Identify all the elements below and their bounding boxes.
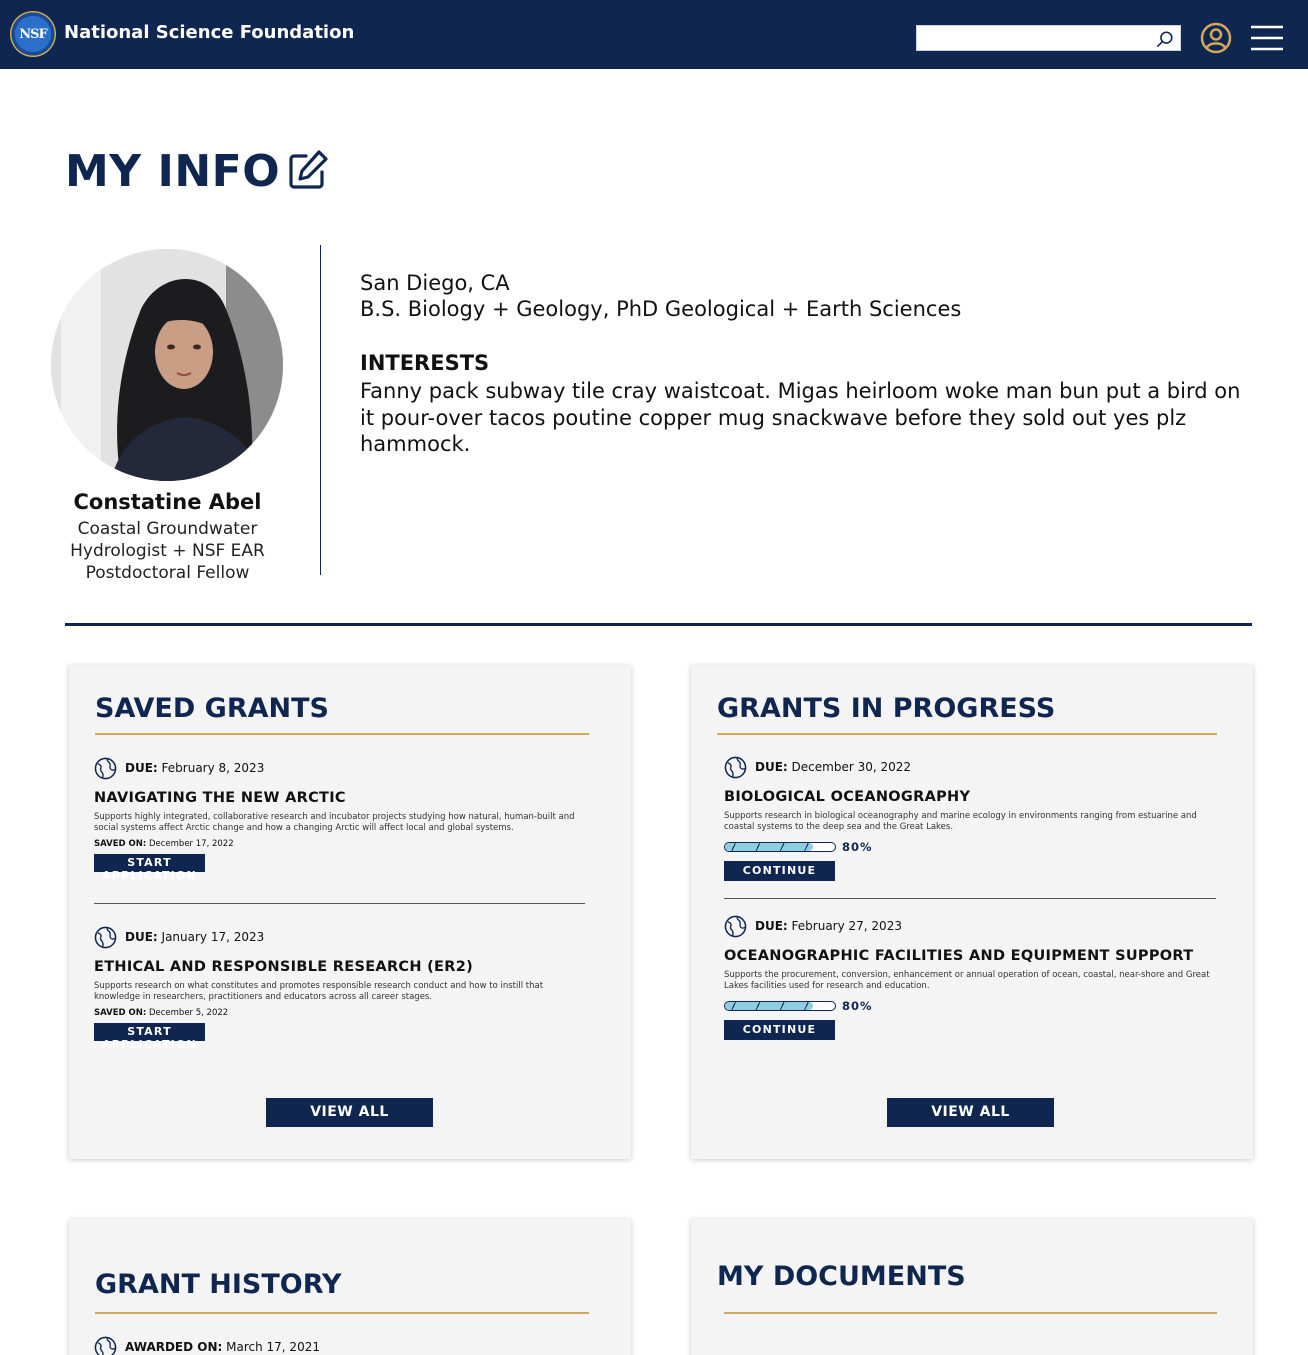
interests-text: Fanny pack subway tile cray waistcoat. Migas heirloom woke man bun put a bird on it pour-over tacos poutine copper mug snackwave before they sold out yes plz hammock. xyxy=(360,379,1241,456)
progress-grant-item xyxy=(724,756,1219,881)
grant-history-title: GRANT HISTORY xyxy=(95,1269,342,1300)
profile-photo xyxy=(51,249,283,481)
due-date: DUE: February 27, 2023 xyxy=(755,919,902,933)
saved-grant-item xyxy=(94,757,589,882)
my-documents-title: MY DOCUMENTS xyxy=(717,1261,966,1292)
hamburger-menu-icon[interactable] xyxy=(1250,24,1284,52)
saved-on-date: SAVED ON: December 17, 2022 xyxy=(94,839,234,849)
progress-percent: 80% xyxy=(842,999,873,1013)
saved-on-date: SAVED ON: December 5, 2022 xyxy=(94,1008,229,1018)
globe-icon xyxy=(94,1336,117,1355)
grant-description: Supports research on what constitutes and promotes responsible research conduct and how to instill that knowledge in researchers, practitioners and educators across all career stages. xyxy=(94,981,544,1002)
profile-avatar xyxy=(51,249,283,481)
due-date: DUE: February 8, 2023 xyxy=(125,761,265,775)
due-date: DUE: December 30, 2022 xyxy=(755,760,912,774)
grant-title[interactable]: NAVIGATING THE NEW ARCTIC xyxy=(94,790,346,806)
interests-heading: INTERESTS xyxy=(360,351,490,375)
grant-title[interactable]: OCEANOGRAPHIC FACILITIES AND EQUIPMENT SUPPORT xyxy=(724,948,1194,964)
progress-indicator xyxy=(724,839,1219,855)
gold-rule xyxy=(724,1312,1217,1314)
grant-title[interactable]: ETHICAL AND RESPONSIBLE RESEARCH (ER2) xyxy=(94,959,474,975)
edit-icon[interactable] xyxy=(286,148,330,192)
globe-icon xyxy=(724,756,747,779)
globe-icon xyxy=(724,915,747,938)
gold-rule xyxy=(95,1312,589,1314)
progress-bar xyxy=(724,842,836,852)
progress-bar xyxy=(724,1001,836,1011)
profile-role: Coastal Groundwater Hydrologist + NSF EAR Postdoctoral Fellow xyxy=(70,519,265,583)
grant-title[interactable]: BIOLOGICAL OCEANOGRAPHY xyxy=(724,789,971,805)
logo-text: NSF xyxy=(19,26,47,42)
grants-in-progress-card xyxy=(691,665,1253,1159)
progress-indicator xyxy=(724,998,1219,1014)
grant-description: Supports the procurement, conversion, enhancement or annual operation of ocean, coastal, near-shore and Great Lakes facilities used for research and education. xyxy=(724,970,1210,991)
vertical-divider xyxy=(320,245,321,575)
item-divider xyxy=(724,898,1216,899)
start-application-button[interactable]: START APPLICATION xyxy=(94,854,205,872)
site-title[interactable]: National Science Foundation xyxy=(64,22,355,43)
progress-fill xyxy=(725,843,813,851)
progress-fill xyxy=(725,1002,813,1010)
continue-button[interactable]: CONTINUE xyxy=(724,861,835,881)
top-navigation-bar xyxy=(0,0,1308,69)
item-divider xyxy=(94,903,585,904)
awarded-date: AWARDED ON: March 17, 2021 xyxy=(125,1340,320,1354)
profile-name: Constatine Abel xyxy=(73,490,262,514)
due-date: DUE: January 17, 2023 xyxy=(125,930,265,944)
nsf-logo[interactable] xyxy=(10,11,56,57)
progress-grant-item xyxy=(724,915,1219,1040)
globe-icon xyxy=(94,926,117,949)
globe-icon xyxy=(94,757,117,780)
grants-in-progress-title: GRANTS IN PROGRESS xyxy=(717,693,1056,724)
gold-rule xyxy=(717,733,1217,735)
profile-education: B.S. Biology + Geology, PhD Geological + Earth Sciences xyxy=(360,297,962,321)
grant-description: Supports highly integrated, collaborative research and incubator projects studying how natural, human-built and social systems affect Arctic change and how a changing Arctic will affect local and global systems. xyxy=(94,812,575,833)
section-divider xyxy=(65,623,1252,626)
saved-grants-view-all-button[interactable]: VIEW ALL xyxy=(266,1098,433,1127)
profile-location: San Diego, CA xyxy=(360,271,510,295)
saved-grants-title: SAVED GRANTS xyxy=(95,693,329,724)
continue-button[interactable]: CONTINUE xyxy=(724,1020,835,1040)
grant-history-card xyxy=(69,1219,631,1355)
search-input[interactable] xyxy=(916,25,1181,51)
history-grant-item xyxy=(94,1336,589,1355)
user-account-icon[interactable] xyxy=(1200,22,1232,54)
my-documents-card xyxy=(691,1219,1253,1355)
search-icon[interactable] xyxy=(1156,30,1174,48)
saved-grant-item xyxy=(94,926,589,1051)
gold-rule xyxy=(95,733,589,735)
grants-in-progress-view-all-button[interactable]: VIEW ALL xyxy=(887,1098,1054,1127)
saved-grants-card xyxy=(69,665,631,1159)
page-title: MY INFO xyxy=(65,146,281,197)
grant-description: Supports research in biological oceanography and marine ecology in environments ranging from estuarine and coastal systems to the deep sea and the Great Lakes. xyxy=(724,811,1197,832)
progress-percent: 80% xyxy=(842,840,873,854)
start-application-button[interactable]: START APPLICATION xyxy=(94,1023,205,1041)
